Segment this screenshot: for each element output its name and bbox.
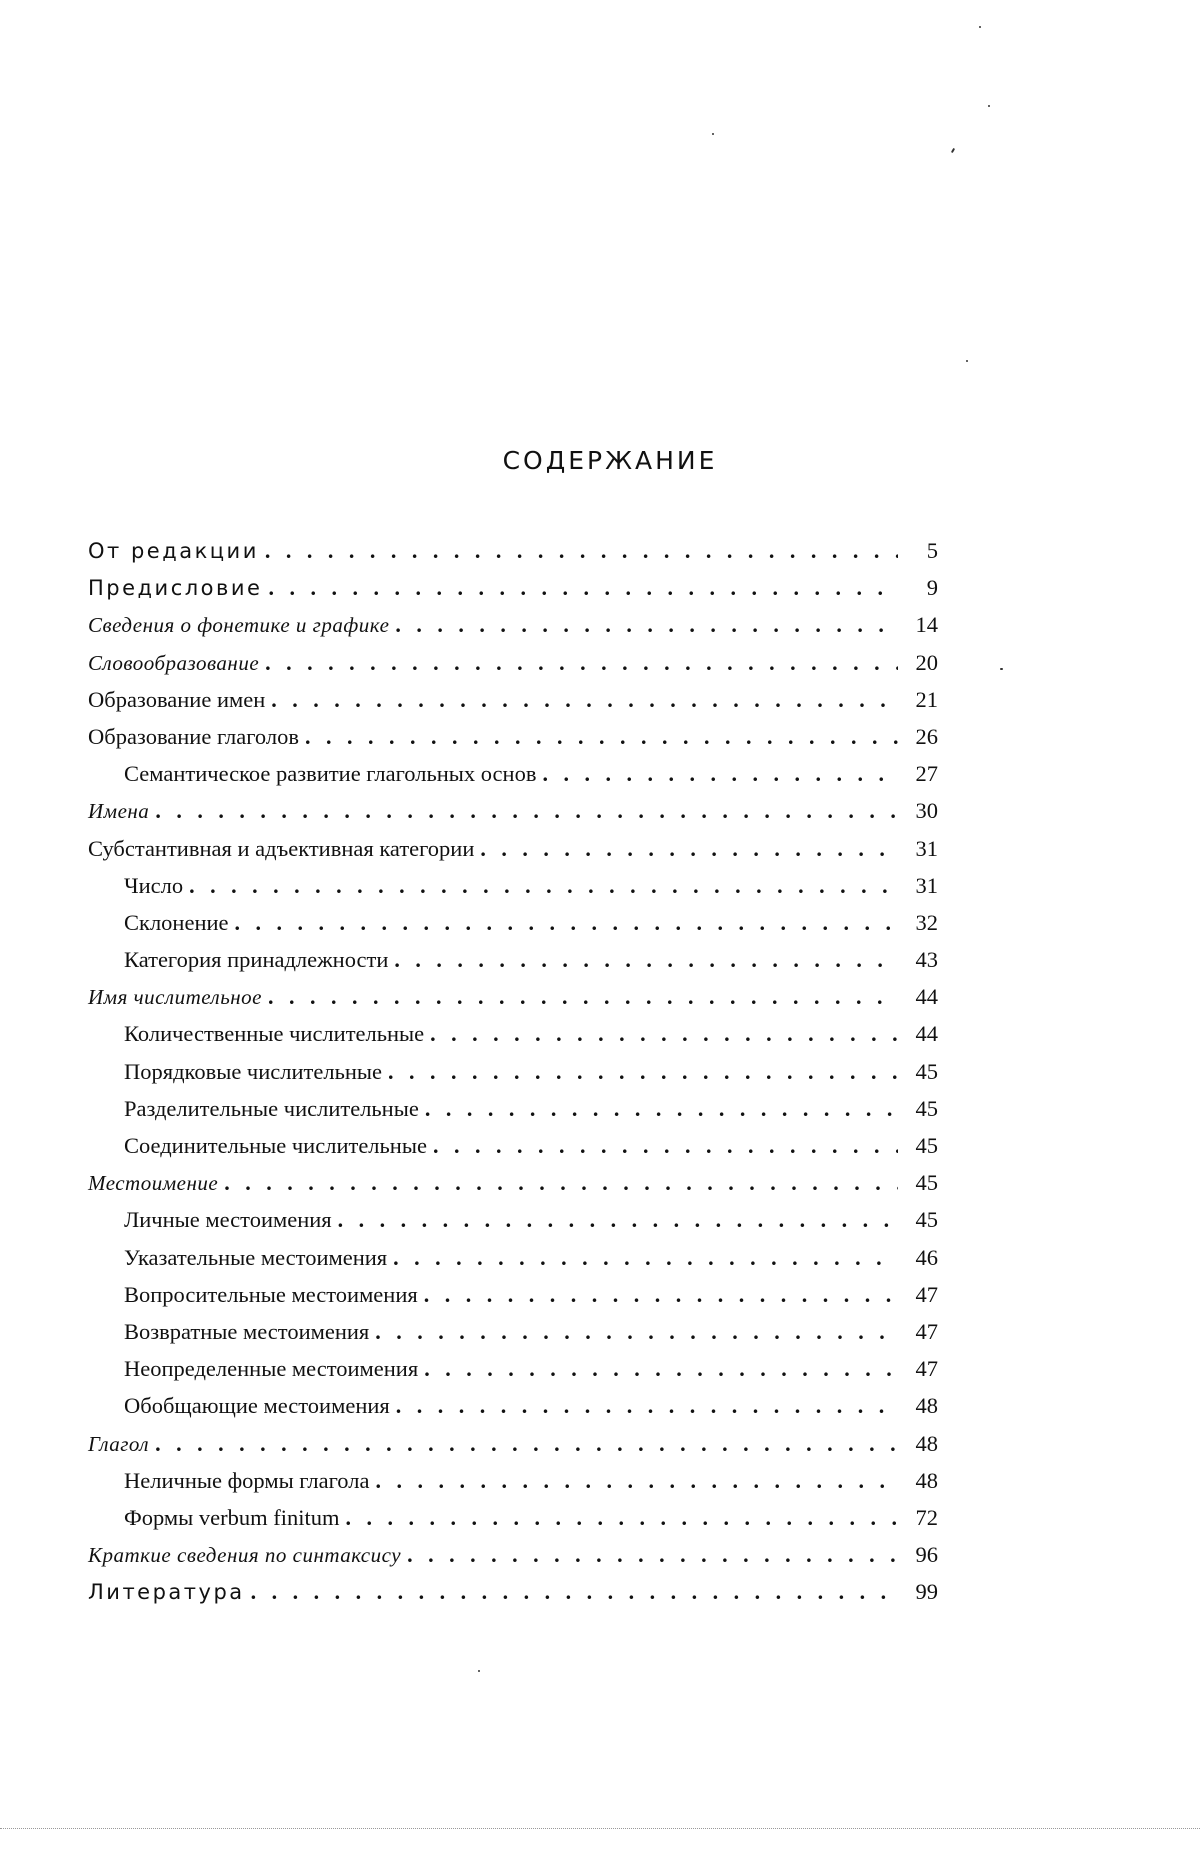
toc-entry-title: Количественные числительные [124,1021,425,1047]
scan-speck [951,148,955,153]
toc-dot-leader [424,1350,898,1387]
toc-entry [88,1201,938,1238]
toc-entry [88,606,938,643]
toc-entry [88,1090,938,1127]
toc-entry [88,1313,938,1350]
toc-entry [88,1536,938,1573]
toc-dot-leader [394,941,898,978]
toc-entry-title: Формы verbum finitum [124,1504,340,1530]
toc-entry-page: 46 [915,1244,938,1270]
toc-entry-title: Разделительные числительные [124,1095,419,1121]
toc-dot-leader [430,1015,898,1052]
toc-entry-title: Литература [88,1580,245,1605]
toc-entry-page: 20 [915,649,938,675]
toc-entry-title: Обобщающие местоимения [124,1393,390,1419]
toc-entry-page: 43 [915,947,938,973]
toc-entry [88,1425,938,1462]
toc-entry [88,1164,938,1201]
toc-entry-page: 30 [915,798,938,824]
toc-entry-page: 21 [915,686,938,712]
toc-entry [88,1387,938,1424]
toc-dot-leader [268,569,898,606]
toc-dot-leader [396,1387,898,1424]
toc-entry-title: Неличные формы глагола [124,1467,370,1493]
toc-dot-leader [346,1499,898,1536]
scan-speck [979,26,981,28]
toc-dot-leader [235,904,898,941]
toc-dot-leader [542,755,898,792]
toc-entry [88,867,938,904]
toc-entry-title: Глагол [88,1431,150,1456]
toc-entry [88,904,938,941]
page-title: СОДЕРЖАНИЕ [502,446,718,475]
toc-entry-title: Местоимение [88,1171,219,1196]
toc-entry-page: 45 [915,1207,938,1233]
toc-dot-leader [375,1313,898,1350]
toc-entry-title: Краткие сведения по синтаксису [88,1543,402,1568]
toc-entry [88,1127,938,1164]
toc-entry-page: 45 [915,1058,938,1084]
toc-entry-title: От редакции [88,539,259,563]
toc-entry-title: Категория принадлежности [124,947,389,973]
toc-entry [88,1239,938,1276]
toc-entry [88,1462,938,1499]
toc-entry-title: Склонение [124,909,229,935]
toc-entry [88,830,938,867]
toc-entry-page: 72 [915,1504,938,1530]
toc-entry-page: 31 [915,872,938,898]
toc-dot-leader [407,1536,898,1573]
toc-dot-leader [375,1462,898,1499]
toc-entry-title: Число [124,872,184,898]
toc-dot-leader [189,867,898,904]
toc-entry [88,792,938,829]
toc-dot-leader [433,1127,898,1164]
toc-entry-page: 47 [915,1281,938,1307]
toc-entry [88,978,938,1015]
toc-entry-page: 48 [915,1430,938,1456]
toc-entry [88,1276,938,1313]
toc-entry-title: Образование имен [88,686,266,712]
toc-dot-leader [265,644,898,681]
toc-entry [88,718,938,755]
toc-dot-leader [388,1053,898,1090]
toc-entry-title: Указательные местоимения [124,1244,388,1270]
toc-entry [88,941,938,978]
toc-entry-title: Вопросительные местоимения [124,1281,418,1307]
toc-entry [88,1573,938,1610]
toc-entry-page: 45 [915,1095,938,1121]
toc-dot-leader [271,681,898,718]
toc-entry-page: 9 [926,575,938,601]
toc-entry-title: Субстантивная и адъективная категории [88,835,475,861]
toc-entry-page: 48 [915,1393,938,1419]
toc-entry-title: Имя числительное [88,985,262,1010]
toc-entry-page: 45 [915,1170,938,1196]
scan-speck [478,1670,480,1672]
toc-dot-leader [268,978,898,1015]
toc-entry-page: 14 [915,612,938,638]
toc-entry-title: Порядковые числительные [124,1058,383,1084]
scan-speck [1000,668,1003,670]
toc-entry-page: 48 [915,1467,938,1493]
scan-speck [988,105,990,107]
toc-dot-leader [395,606,898,643]
toc-entry-page: 32 [915,909,938,935]
toc-entry-title: Сведения о фонетике и графике [88,613,390,638]
toc-dot-leader [155,1425,898,1462]
scan-speck [712,133,714,135]
toc-entry-page: 5 [926,538,938,563]
toc-entry-title: Соединительные числительные [124,1133,427,1158]
toc-entry-page: 45 [915,1133,938,1158]
toc-entry-page: 31 [915,835,938,861]
toc-entry-title: Личные местоимения [124,1207,332,1233]
toc-entry [88,1015,938,1052]
toc-entry [88,1499,938,1536]
toc-entry [88,755,938,792]
toc-dot-leader [265,532,898,569]
toc-entry-title: Образование глаголов [88,723,299,749]
toc-entry-title: Семантическое развитие глагольных основ [124,761,537,787]
toc-entry [88,532,938,569]
toc-dot-leader [425,1090,898,1127]
toc-entry-page: 26 [915,723,938,749]
scan-edge-noise [0,1828,1200,1831]
toc-dot-leader [155,792,898,829]
toc-entry [88,1053,938,1090]
toc-dot-leader [424,1276,898,1313]
toc-entry-title: Возвратные местоимения [124,1318,370,1344]
toc-dot-leader [305,718,898,755]
toc-entry-page: 44 [915,1021,938,1047]
toc-entry-title: Имена [88,799,150,824]
scan-speck [966,360,968,362]
toc-entry-page: 47 [915,1356,938,1382]
toc-entry-page: 99 [915,1579,938,1605]
toc-entry-title: Предисловие [88,576,263,601]
toc-dot-leader [251,1573,898,1610]
toc-entry [88,644,938,681]
toc-entry [88,1350,938,1387]
toc-entry-page: 96 [915,1542,938,1568]
toc-entry [88,569,938,606]
toc-dot-leader [480,830,898,867]
toc-entry-page: 47 [915,1318,938,1344]
toc-dot-leader [338,1201,898,1238]
toc-entry-title: Неопределенные местоимения [124,1356,419,1382]
toc-entry-title: Словообразование [88,650,260,675]
toc-dot-leader [393,1239,898,1276]
toc-entry [88,681,938,718]
table-of-contents [88,532,938,1610]
toc-dot-leader [224,1164,898,1201]
toc-entry-page: 27 [915,761,938,787]
toc-entry-page: 44 [915,984,938,1010]
